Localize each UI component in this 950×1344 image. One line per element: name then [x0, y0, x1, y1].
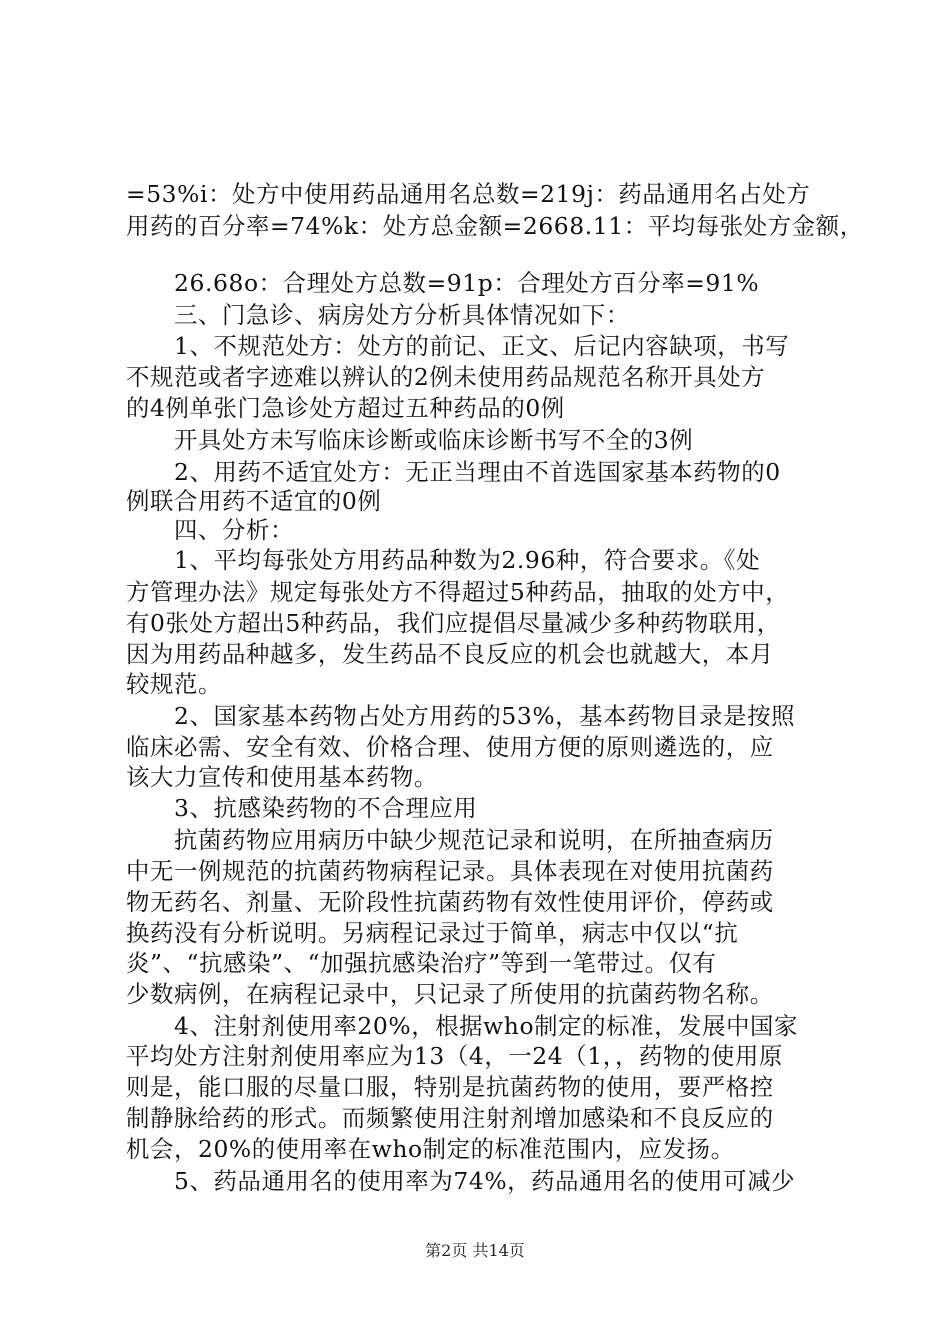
- page-number-footer: 第2页 共14页: [425, 1241, 525, 1260]
- text-line: 炎”、“抗感染”、“加强抗感染治疗”等到一笔带过。仅有: [126, 949, 717, 977]
- text-line: 2、用药不适宜处方：无正当理由不首选国家基本药物的0: [174, 458, 781, 486]
- text-line: 则是，能口服的尽量口服，特别是抗菌药物的使用，要严格控: [126, 1073, 774, 1101]
- text-line: 1、不规范处方：处方的前记、正文、后记内容缺项，书写: [174, 332, 790, 360]
- text-line: 的4例单张门急诊处方超过五种药品的0例: [126, 394, 565, 422]
- text-line: 平均处方注射剂使用率应为13（4，一24（1，，药物的使用原: [126, 1042, 783, 1070]
- text-line: 5、药品通用名的使用率为74%，药品通用名的使用可减少: [174, 1167, 796, 1195]
- text-line: 开具处方未写临床诊断或临床诊断书写不全的3例: [174, 426, 694, 454]
- text-line: 较规范。: [126, 670, 222, 698]
- text-line: 3、抗感染药物的不合理应用: [174, 794, 478, 822]
- text-line: 4、注射剂使用率20%，根据who制定的标准，发展中国家: [174, 1012, 799, 1040]
- text-line: 26.68o：合理处方总数=91p：合理处方百分率=91%: [174, 269, 760, 297]
- text-line: 因为用药品种越多，发生药品不良反应的机会也就越大，本月: [126, 640, 774, 668]
- text-line: 方管理办法》规定每张处方不得超过5种药品，抽取的处方中，: [126, 578, 790, 606]
- text-line: 该大力宣传和使用基本药物。: [126, 763, 438, 791]
- text-line: 例联合用药不适宜的0例: [126, 487, 382, 515]
- text-line: 物无药名、剂量、无阶段性抗菌药物有效性使用评价，停药或: [126, 888, 774, 916]
- text-line: 用药的百分率=74%k：处方总金额=2668.11：平均每张处方金额，: [126, 212, 864, 240]
- text-line: 少数病例，在病程记录中，只记录了所使用的抗菌药物名称。: [126, 980, 774, 1008]
- text-line: 中无一例规范的抗菌药物病程记录。具体表现在对使用抗菌药: [126, 857, 774, 885]
- text-line: 四、分析：: [174, 516, 294, 544]
- text-line: 三、门急诊、病房处方分析具体情况如下：: [174, 301, 630, 329]
- text-line: 不规范或者字迹难以辨认的2例未使用药品规范名称开具处方: [126, 363, 766, 391]
- text-line: =53%i：处方中使用药品通用名总数=219j：药品通用名占处方: [126, 180, 811, 208]
- text-line: 1、平均每张处方用药品种数为2.96种，符合要求。《处: [174, 546, 761, 574]
- text-line: 抗菌药物应用病历中缺少规范记录和说明，在所抽查病历: [174, 826, 774, 854]
- text-line: 机会，20%的使用率在who制定的标准范围内，应发扬。: [126, 1135, 735, 1163]
- text-line: 换药没有分析说明。另病程记录过于简单，病志中仅以“抗: [126, 919, 739, 947]
- text-line: 临床必需、安全有效、价格合理、使用方便的原则遴选的，应: [126, 733, 774, 761]
- text-line: 有0张处方超出5种药品，我们应提倡尽量减少多种药物联用，: [126, 609, 781, 637]
- text-line: 制静脉给药的形式。而频繁使用注射剂增加感染和不良反应的: [126, 1104, 774, 1132]
- text-line: 2、国家基本药物占处方用药的53%，基本药物目录是按照: [174, 702, 796, 730]
